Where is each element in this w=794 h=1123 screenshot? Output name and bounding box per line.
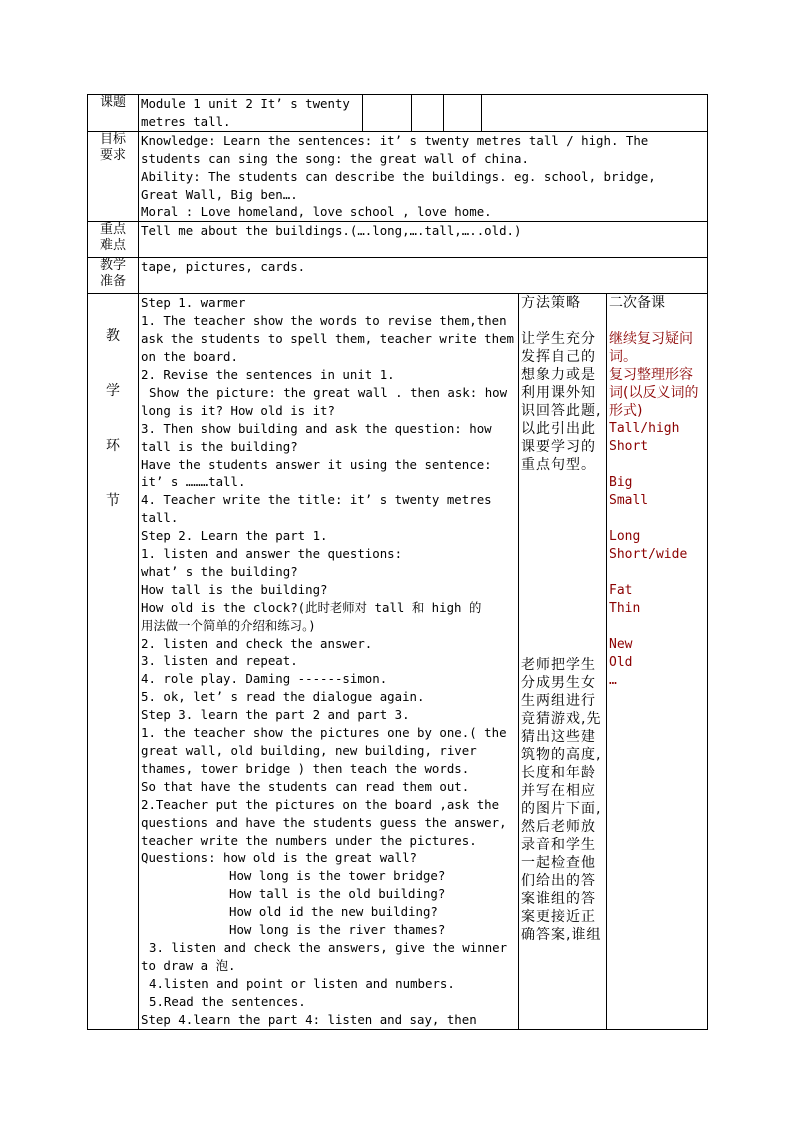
step-line: Show the picture: the great wall . then ask: how bbox=[149, 384, 508, 400]
step-line: 3. listen and repeat. bbox=[141, 653, 298, 669]
label-preparation: 教学 准备 bbox=[88, 258, 139, 294]
step-line: ask the students to spell them, teacher write them bbox=[141, 331, 514, 347]
method-strategy-heading: 方法策略 bbox=[521, 295, 581, 312]
empty-cell bbox=[482, 95, 708, 132]
label-goal: 目标 要求 bbox=[88, 131, 139, 222]
review-question-words: 继续复习疑问词。 bbox=[609, 331, 693, 366]
step-line: 用法做一个简单的介绍和练习。) bbox=[141, 617, 316, 633]
teaching-steps-cell bbox=[139, 294, 519, 1029]
step-line: long is it? How old is it? bbox=[141, 402, 335, 418]
method-strategy-text-1: 让学生充分发挥自己的想象力或是利用课外知识回答此题,以此引出此课要学习的重点句型。 bbox=[521, 331, 602, 474]
antonym-word: Fat bbox=[609, 583, 633, 599]
step-line: Have the students answer it using the sentence: bbox=[141, 456, 492, 472]
step-line: How tall is the old building? bbox=[229, 886, 446, 902]
step-line: So that have the students can read them out. bbox=[141, 778, 470, 794]
label-topic: 课题 bbox=[88, 95, 139, 132]
antonym-word bbox=[609, 618, 705, 636]
row-goal bbox=[88, 131, 708, 222]
step-line: to draw a 泡. bbox=[141, 957, 236, 973]
empty-cell bbox=[412, 95, 444, 132]
row-preparation bbox=[88, 258, 708, 294]
lesson-plan-table bbox=[87, 94, 708, 1030]
row-teaching-steps bbox=[88, 294, 708, 1029]
step-line: 5.Read the sentences. bbox=[149, 993, 306, 1009]
step-line: Step 2. Learn the part 1. bbox=[141, 528, 328, 544]
row-key-points bbox=[88, 222, 708, 258]
step-line: it’ s ………tall. bbox=[141, 474, 246, 490]
antonym-word: Tall/high bbox=[609, 421, 680, 437]
antonym-word bbox=[609, 564, 705, 582]
antonym-word: Short/wide bbox=[609, 547, 688, 563]
second-preparation-heading: 二次备课 bbox=[609, 295, 665, 312]
step-line: on the board. bbox=[141, 349, 238, 365]
antonym-word bbox=[609, 456, 705, 474]
step-line: what’ s the building? bbox=[141, 563, 298, 579]
preparation-cell: tape, pictures, cards. bbox=[139, 258, 708, 294]
antonym-word: Old bbox=[609, 655, 633, 671]
step-line: Questions: how old is the great wall? bbox=[141, 850, 418, 866]
antonym-word: Thin bbox=[609, 601, 641, 617]
empty-cell bbox=[363, 95, 412, 132]
step-line: tall. bbox=[141, 510, 179, 526]
step-line: How old is the clock?(此时老师对 tall 和 high 的 bbox=[141, 599, 482, 615]
antonym-word: Small bbox=[609, 493, 649, 509]
second-preparation-cell bbox=[607, 294, 708, 1029]
row-topic bbox=[88, 95, 708, 132]
empty-cell bbox=[444, 95, 482, 132]
key-points-cell: Tell me about the buildings.(….long,….tall,…..old.) bbox=[139, 222, 708, 258]
step-line: questions and have the students guess the answer, bbox=[141, 814, 507, 830]
label-key-points: 重点 难点 bbox=[88, 222, 139, 258]
step-line: 1. listen and answer the questions: bbox=[141, 546, 403, 562]
step-line: teacher write the numbers under the pictures. bbox=[141, 832, 477, 848]
antonym-word: Long bbox=[609, 529, 641, 545]
step-line: tall is the building? bbox=[141, 438, 298, 454]
antonym-word: Big bbox=[609, 475, 633, 491]
step-line: 4. role play. Daming ------simon. bbox=[141, 671, 388, 687]
step-line: 4. Teacher write the title: it’ s twenty metres bbox=[141, 492, 492, 508]
step-line: Step 3. learn the part 2 and part 3. bbox=[141, 707, 410, 723]
step-line: How long is the tower bridge? bbox=[229, 868, 446, 884]
step-line: How tall is the building? bbox=[141, 581, 328, 597]
step-line: How long is the river thames? bbox=[229, 922, 446, 938]
step-line: 3. listen and check the answers, give the winner bbox=[149, 939, 508, 955]
antonym-word bbox=[609, 510, 705, 528]
step-line: How old id the new building? bbox=[229, 904, 438, 920]
step-line: 5. ok, let’ s read the dialogue again. bbox=[141, 689, 425, 705]
step-line: thames, tower bridge ) then teach the words. bbox=[141, 760, 470, 776]
label-teaching-steps: 教 学 环 节 bbox=[88, 294, 139, 1029]
step-line: 2. listen and check the answer. bbox=[141, 635, 373, 651]
goal-cell: Knowledge: Learn the sentences: it’ s twenty metres tall / high. The students can sing the song: the great wall of china. Ability: The students can describe the buildings. eg. school, bridge, Great Wall, Big ben…. Moral : Love homeland, love school , love home. bbox=[139, 131, 708, 222]
antonym-word: New bbox=[609, 637, 633, 653]
step-line: Step 4.learn the part 4: listen and say, then bbox=[141, 1011, 477, 1027]
step-line: Step 1. warmer bbox=[141, 295, 246, 311]
step-line: great wall, old building, new building, river bbox=[141, 743, 477, 758]
step-line: 3. Then show building and ask the question: how bbox=[141, 420, 492, 436]
antonym-word: Short bbox=[609, 439, 649, 455]
method-strategy-text-2: 老师把学生分成男生女生两组进行竞猜游戏,先猜出这些建筑物的高度,长度和年龄并写在相应的图片下面,然后老师放录音和学生一起检查他们给出的答案谁组的答案更接近正确答案,谁组 bbox=[521, 657, 602, 944]
step-line: 1. The teacher show the words to revise them,then bbox=[141, 313, 507, 329]
step-line: 4.listen and point or listen and numbers. bbox=[149, 975, 455, 991]
review-adjectives: 复习整理形容词(以反义词的形式) bbox=[609, 367, 699, 420]
step-line: 2.Teacher put the pictures on the board ,ask the bbox=[141, 796, 500, 812]
method-strategy-cell bbox=[519, 294, 607, 1029]
antonym-word: … bbox=[609, 673, 617, 689]
step-line: 1. the teacher show the pictures one by one.( the bbox=[141, 725, 507, 741]
step-line: 2. Revise the sentences in unit 1. bbox=[141, 366, 395, 382]
topic-cell: Module 1 unit 2 It’ s twenty metres tall. bbox=[139, 95, 363, 132]
